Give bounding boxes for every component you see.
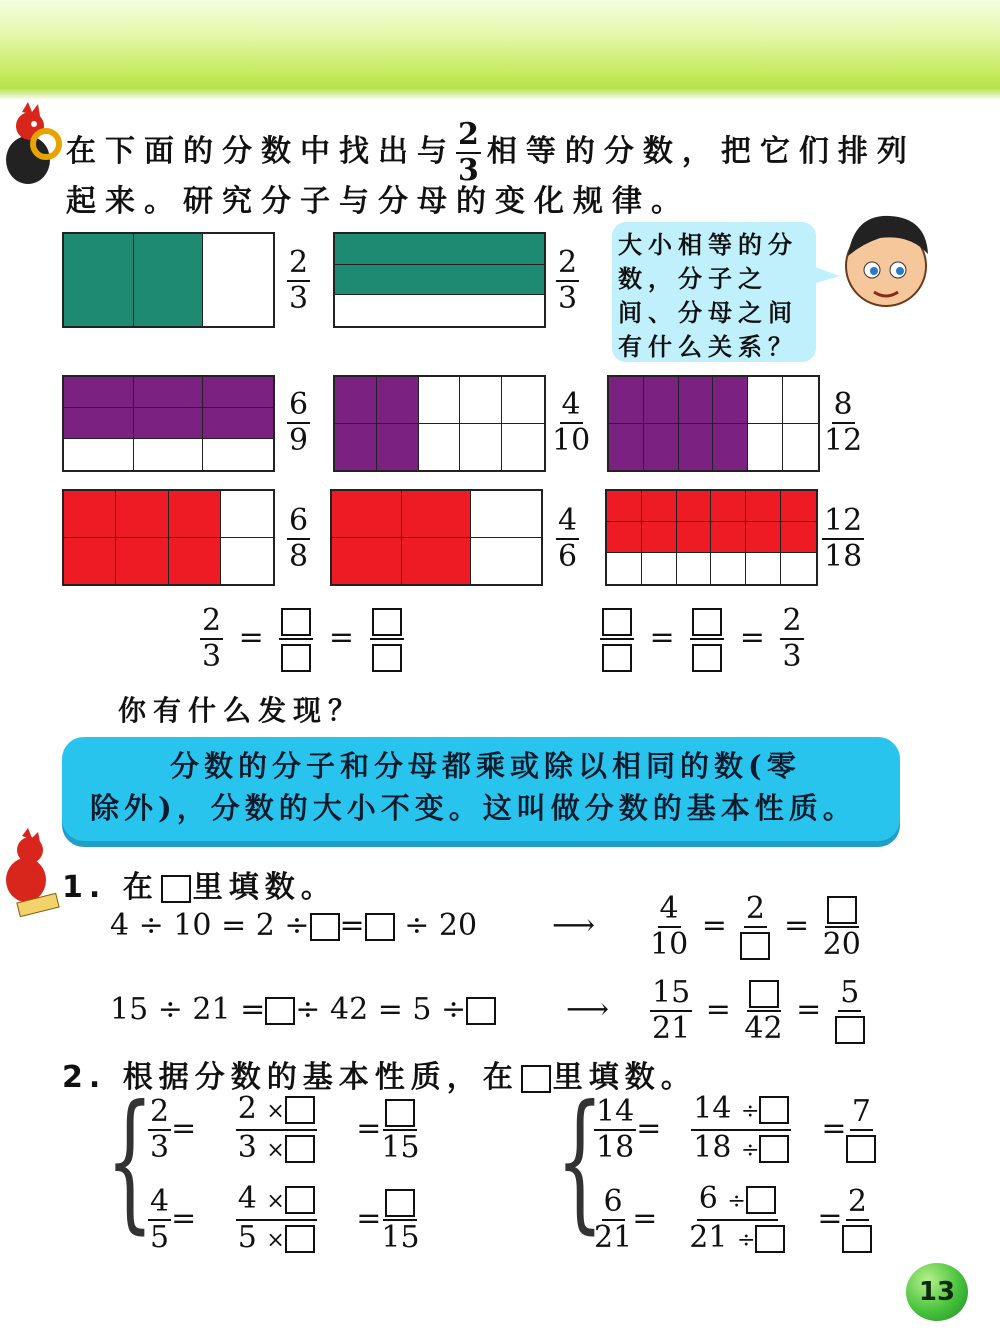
page-number-badge: 13 xyxy=(906,1263,968,1321)
header-band xyxy=(0,0,1000,100)
target-fraction-denominator: 3 xyxy=(458,153,479,188)
box-symbol-icon xyxy=(521,1065,551,1093)
left-brace: { xyxy=(106,1074,154,1248)
answer-box[interactable] xyxy=(602,608,632,636)
rooster-reading-mascot-icon xyxy=(0,828,62,920)
answer-box[interactable] xyxy=(285,1135,315,1163)
answer-box[interactable] xyxy=(285,1096,315,1124)
answer-box[interactable] xyxy=(281,644,311,672)
ex2-right-row2: $\frac{6}{21}$ = $\frac{6 \div}{21 \div}$ = 2 xyxy=(594,1182,872,1258)
ex1-row2-division: 15 ÷ 21 = ÷ 42 = 5 ÷ xyxy=(110,992,496,1027)
fraction-model-8-12 xyxy=(607,375,820,472)
answer-box[interactable] xyxy=(827,896,857,924)
fraction-model-4-10 xyxy=(333,375,546,472)
answer-box[interactable] xyxy=(835,1016,865,1044)
exercise-2-heading: 2. 根据分数的基本性质，在 里填数。 xyxy=(62,1060,697,1095)
speech-bubble xyxy=(612,222,816,362)
answer-box[interactable] xyxy=(365,913,395,941)
rooster-mascot-icon xyxy=(0,98,64,188)
left-brace: { xyxy=(556,1074,604,1248)
fraction-model-12-18 xyxy=(605,489,818,586)
answer-box[interactable] xyxy=(385,1099,415,1127)
answer-box[interactable] xyxy=(285,1186,315,1214)
fraction-label: $\frac{8}{12}$ xyxy=(824,387,863,458)
intro-line-1: 在下面的分数中找出与 $\frac{2}{3}$ 相等的分数，把它们排列 xyxy=(66,117,916,188)
answer-box[interactable] xyxy=(372,608,402,636)
bubble-tail xyxy=(812,262,842,292)
ex1-row1-fractions: $\frac{4}{10}$ = 2 = 20 xyxy=(650,891,861,962)
answer-box[interactable] xyxy=(372,644,402,672)
target-fraction-numerator: 2 xyxy=(458,117,479,152)
answer-box[interactable] xyxy=(310,913,340,941)
answer-box[interactable] xyxy=(746,1186,776,1214)
answer-box[interactable] xyxy=(759,1135,789,1163)
fraction-model-4-6 xyxy=(330,489,543,586)
fraction-label: $\frac{6}{9}$ xyxy=(289,387,309,458)
answer-box[interactable] xyxy=(740,932,770,960)
boy-character-icon xyxy=(840,208,932,310)
answer-box[interactable] xyxy=(281,608,311,636)
fraction-model-6-9 xyxy=(62,375,275,472)
intro-line-2: 起来。研究分子与分母的变化规律。 xyxy=(66,184,690,219)
fraction-label: $\frac{4}{6}$ xyxy=(558,503,578,574)
fraction-label: $\frac{2}{3}$ xyxy=(289,245,309,316)
arrow-icon: ⟶ xyxy=(566,992,610,1027)
answer-box[interactable] xyxy=(749,980,779,1008)
fraction-model-2-3-columns xyxy=(62,232,275,328)
fraction-label: $\frac{2}{3}$ xyxy=(558,245,578,316)
answer-box[interactable] xyxy=(692,644,722,672)
fraction-label: $\frac{12}{18}$ xyxy=(824,503,863,574)
ex2-left-row2: $\frac{4}{5}$ = $\frac{4 \times}{5 \times}$ = 15 xyxy=(150,1181,420,1255)
fraction-model-2-3-rows xyxy=(333,232,546,328)
answer-box[interactable] xyxy=(285,1225,315,1253)
answer-box[interactable] xyxy=(846,1135,876,1163)
equivalent-chain-right: = = $\frac{2}{3}$ xyxy=(600,604,804,674)
answer-box[interactable] xyxy=(755,1225,785,1253)
answer-box[interactable] xyxy=(842,1225,872,1253)
ex2-left-row1: $\frac{2}{3}$ = $\frac{2 \times}{3 \times}$ = 15 xyxy=(150,1091,420,1165)
ex1-row1-division: 4 ÷ 10 = 2 ÷ = ÷ 20 xyxy=(110,908,478,943)
equivalent-chain-left: $\frac{2}{3}$ = = xyxy=(200,604,404,674)
answer-box[interactable] xyxy=(602,644,632,672)
answer-box[interactable] xyxy=(265,997,295,1025)
ex2-right-row1: $\frac{14}{18}$ = $\frac{14 \div}{18 \div}$ = 7 xyxy=(594,1092,876,1168)
ex1-row2-fractions: $\frac{15}{21}$ = 42 = 5 xyxy=(650,976,865,1046)
answer-box[interactable] xyxy=(759,1096,789,1124)
fraction-model-6-8 xyxy=(62,489,275,586)
answer-box[interactable] xyxy=(692,608,722,636)
fraction-label: $\frac{4}{10}$ xyxy=(552,387,591,458)
answer-box[interactable] xyxy=(466,997,496,1025)
box-symbol-icon xyxy=(161,875,191,903)
fraction-property-rule-box xyxy=(62,737,900,841)
bubble-text: 大小相等的分数，分子之间、分母之间有什么关系？ xyxy=(618,230,798,361)
exercise-1-heading: 1. 在 里填数。 xyxy=(62,870,337,905)
arrow-icon: ⟶ xyxy=(552,908,596,943)
discovery-question: 你有什么发现？ xyxy=(118,694,364,727)
answer-box[interactable] xyxy=(385,1189,415,1217)
fraction-label: $\frac{6}{8}$ xyxy=(289,503,309,574)
rule-text: 分数的分子和分母都乘或除以相同的数(零 除外)，分数的大小不变。这叫做分数的基本性质。 xyxy=(90,749,857,825)
